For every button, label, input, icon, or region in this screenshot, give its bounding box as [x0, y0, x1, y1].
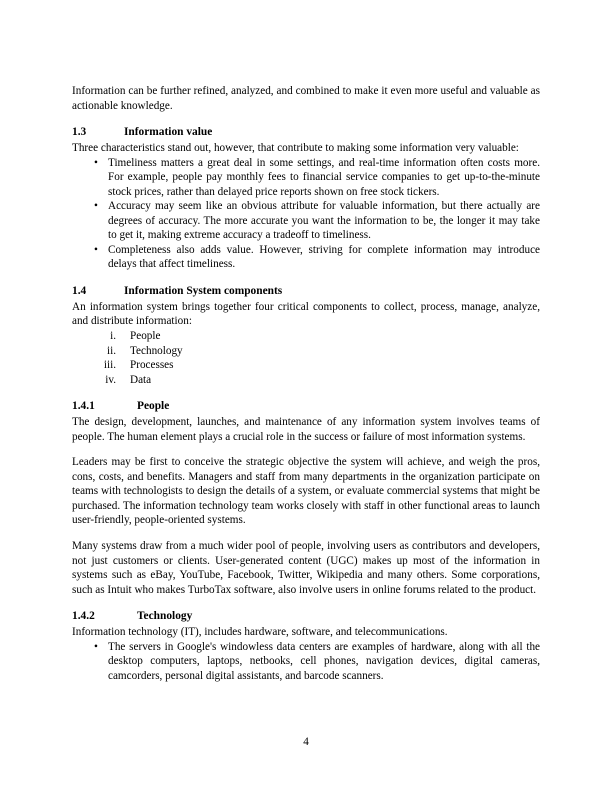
subsection-heading-1-4-1 [72, 399, 540, 414]
list-marker: ii. [106, 344, 116, 357]
list-item: • Accuracy may seem like an obvious attribute for valuable information, but there actually are degrees of accuracy. The more accurate you want the information to be, the longer it may take to get it, making extreme accuracy a tradeoff to timeliness. [72, 199, 540, 243]
intro-paragraph: Information can be further refined, analyzed, and combined to make it even more useful and valuable as actionable knowledge. [72, 85, 540, 112]
list-item: • The servers in Google's windowless data centers are examples of hardware, along with all the desktop computers, laptops, netbooks, cell phones, navigation devices, digital cameras, camcorders, personal digital assistants, and barcode scanners. [72, 640, 540, 684]
section-1-4-lead: An information system brings together four critical components to collect, process, manage, analyze, and distribute information: [72, 300, 540, 328]
list-item-label: People [130, 329, 161, 342]
list-marker: iv. [105, 373, 116, 386]
subsection-number: 1.4.2 [72, 610, 95, 623]
section-1-3-bullet-list [72, 156, 540, 273]
list-item: • Completeness also adds value. However, striving for complete information may introduce delays that affect timeliness. [72, 243, 540, 272]
subsection-1-4-2-lead: Information technology (IT), includes hardware, software, and telecommunications. [72, 626, 448, 639]
list-item [72, 329, 540, 344]
section-title: Information value [124, 126, 213, 139]
list-item-label: Technology [130, 344, 183, 357]
list-item-label: Data [130, 373, 152, 386]
list-item [72, 373, 540, 388]
list-marker: i. [110, 329, 116, 342]
section-number: 1.4 [72, 285, 87, 298]
subsection-title: People [137, 400, 170, 413]
section-heading-1-4 [72, 284, 540, 299]
subsection-number: 1.4.1 [72, 400, 95, 413]
page-number: 4 [303, 735, 309, 748]
section-1-3-lead: Three characteristics stand out, however, that contribute to making some information very valuable: [72, 141, 519, 154]
subsection-title: Technology [137, 610, 193, 623]
section-heading-1-3 [72, 125, 540, 140]
list-item [72, 358, 540, 373]
subsection-1-4-1-paragraph-3: Many systems draw from a much wider pool of people, involving users as contributors and developers, not just customers or clients. User-generated content (UGC) makes up most of the information in systems such as eBay, YouTube, Facebook, Twitter, Wikipedia and many others. Some corporations, such as Intuit who makes TurboTax software, also involve users in online forums related to the product. [72, 539, 540, 596]
subsection-1-4-1-paragraph-2: Leaders may be first to conceive the strategic objective the system will achieve, and weigh the pros, cons, costs, and benefits. Managers and staff from many departments in the organization participate on teams with technologists to design the details of a system, or evaluate commercial systems that might be purchased. The information technology team works closely with staff in other functional areas to launch user-friendly, people-oriented systems. [72, 456, 540, 527]
section-1-4-components-list [72, 329, 540, 387]
list-item: • Timeliness matters a great deal in some settings, and real-time information often costs more. For example, people pay monthly fees to financial service companies to get up-to-the-minute stock prices, rather than delayed price reports shown on free stock tickers. [72, 156, 540, 200]
subsection-1-4-2-bullet-list [72, 640, 540, 684]
list-item [72, 344, 540, 359]
subsection-1-4-1-paragraph-1: The design, development, launches, and maintenance of any information system involves teams of people. The human element plays a crucial role in the success or failure of most information systems. [72, 416, 540, 443]
section-number: 1.3 [72, 126, 87, 139]
subsection-heading-1-4-2 [72, 609, 540, 624]
section-title: Information System components [124, 285, 283, 298]
list-marker: iii. [103, 359, 116, 372]
list-item-label: Processes [130, 359, 174, 372]
